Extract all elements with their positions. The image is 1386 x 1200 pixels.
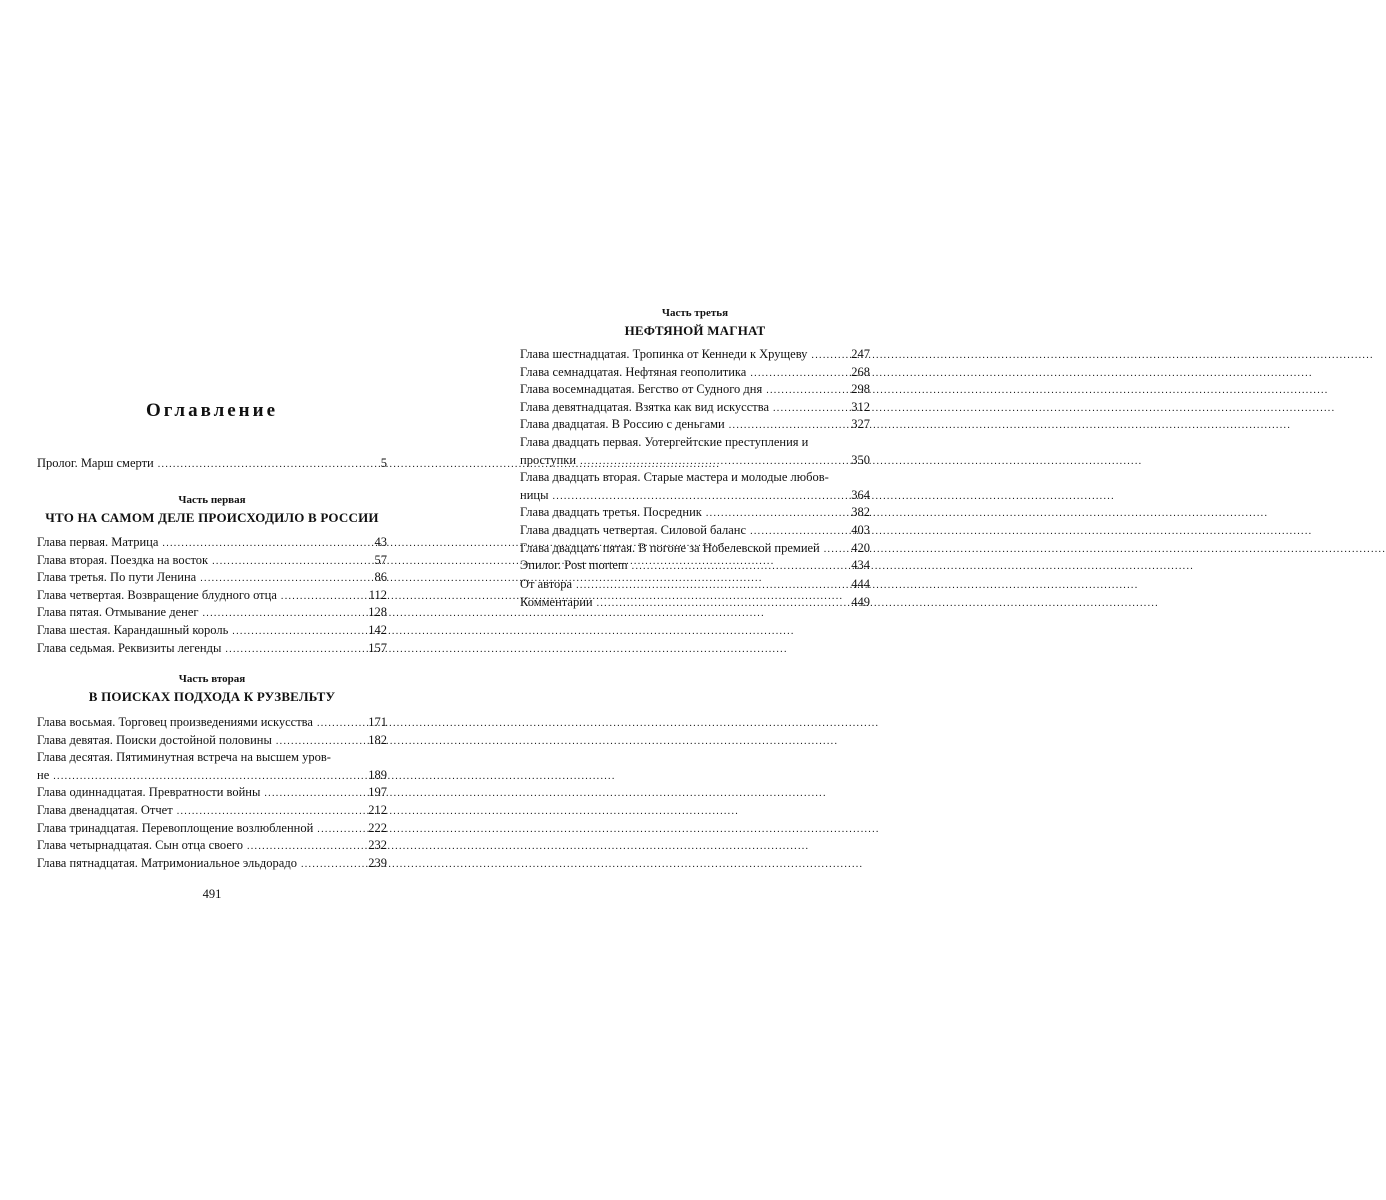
entry-title: Глава пятнадцатая. Матримониальное эльдорадо xyxy=(37,855,297,870)
entry-title: Эпилог. Post mortem xyxy=(520,558,628,573)
toc-entry[interactable] xyxy=(520,594,870,612)
entry-page: 403 xyxy=(851,522,870,537)
entry-title: Глава двадцать третья. Посредник xyxy=(520,505,702,520)
page-number: 491 xyxy=(202,887,222,901)
entry-page: 444 xyxy=(851,577,870,591)
toc-entry[interactable] xyxy=(37,587,387,605)
toc-entry-continuation[interactable] xyxy=(520,487,870,505)
entry-title-continuation: ницы xyxy=(520,487,549,502)
toc-entry[interactable] xyxy=(520,416,870,434)
entry-title: Глава семнадцатая. Нефтяная геополитика xyxy=(520,364,747,379)
toc-entry[interactable] xyxy=(37,604,387,622)
entry-page: 43 xyxy=(374,535,387,549)
entry-page: 247 xyxy=(851,347,870,361)
entry-page: 449 xyxy=(851,594,870,609)
part2-label: Часть вторая xyxy=(178,673,246,685)
back-matter-list xyxy=(520,576,870,611)
entry-page: 350 xyxy=(851,452,870,467)
entry-page: 5 xyxy=(380,456,387,470)
toc-entry[interactable] xyxy=(520,381,870,399)
toc-entry[interactable] xyxy=(520,469,870,487)
entry-title: Глава одиннадцатая. Превратности войны xyxy=(37,785,261,800)
toc-entry[interactable] xyxy=(37,534,387,552)
toc-entry[interactable] xyxy=(520,346,870,364)
entry-title-continuation: проступки xyxy=(520,452,577,467)
entry-title: Глава двадцать пятая. В погоне за Нобелевской премией xyxy=(520,540,820,555)
part3-chapter-list xyxy=(520,346,870,575)
entry-title: Глава тринадцатая. Перевоплощение возлюбленной xyxy=(37,820,314,835)
entry-page: 327 xyxy=(851,417,870,432)
entry-page: 182 xyxy=(368,732,387,747)
entry-title: От автора xyxy=(520,577,573,591)
entry-title: Глава восьмая. Торговец произведениями искусства xyxy=(37,715,313,729)
entry-title: Глава восемнадцатая. Бегство от Судного дня xyxy=(520,382,763,397)
entry-title: Глава четвертая. Возвращение блудного отца xyxy=(37,587,277,602)
entry-title: Глава первая. Матрица xyxy=(37,535,159,549)
entry-page: 86 xyxy=(374,570,387,585)
entry-page: 239 xyxy=(368,855,387,870)
part2-title: В ПОИСКАХ ПОДХОДА К РУЗВЕЛЬТУ xyxy=(88,689,336,704)
toc-entry[interactable] xyxy=(37,732,387,750)
entry-title: Глава двадцать четвертая. Силовой баланс xyxy=(520,522,747,537)
entry-page: 171 xyxy=(368,715,387,729)
entry-page: 382 xyxy=(851,505,870,520)
entry-title: Глава двенадцатая. Отчет xyxy=(37,802,173,817)
entry-page: 434 xyxy=(851,558,870,573)
entry-title: Глава двадцать вторая. Старые мастера и молодые любов- xyxy=(520,470,829,485)
entry-page: 57 xyxy=(374,552,387,567)
entry-title: Глава шестая. Карандашный король xyxy=(37,622,229,637)
toc-entry[interactable] xyxy=(520,364,870,382)
entry-title-continuation: не xyxy=(37,767,50,782)
entry-page: 420 xyxy=(851,540,870,555)
entry-title: Глава десятая. Пятиминутная встреча на высшем уров- xyxy=(37,750,331,765)
entry-title: Глава двадцать первая. Уотергейтские преступления и xyxy=(520,434,809,449)
entry-page: 364 xyxy=(851,487,870,502)
prologue-list xyxy=(37,455,387,473)
part1-title: ЧТО НА САМОМ ДЕЛЕ ПРОИСХОДИЛО В РОССИИ xyxy=(45,510,379,525)
toc-entry[interactable] xyxy=(520,434,870,452)
toc-entry[interactable] xyxy=(37,552,387,570)
entry-page: 268 xyxy=(851,364,870,379)
entry-page: 128 xyxy=(368,605,387,620)
entry-title: Глава вторая. Поездка на восток xyxy=(37,552,209,567)
entry-title: Глава девятая. Поиски достойной половины xyxy=(37,732,272,747)
part3-title: НЕФТЯНОЙ МАГНАТ xyxy=(624,323,766,338)
toc-entry-continuation[interactable] xyxy=(520,452,870,470)
entry-page: 298 xyxy=(851,382,870,397)
toc-entry[interactable] xyxy=(37,837,387,855)
toc-entry[interactable] xyxy=(520,557,870,575)
toc-entry[interactable] xyxy=(37,855,387,873)
part3-label: Часть третья xyxy=(661,307,729,319)
toc-entry[interactable] xyxy=(37,784,387,802)
entry-title: Глава пятая. Отмывание денег xyxy=(37,605,199,620)
toc-entry[interactable] xyxy=(520,540,870,558)
entry-title: Глава девятнадцатая. Взятка как вид искусства xyxy=(520,399,769,414)
entry-page: 312 xyxy=(851,399,870,414)
entry-title: Пролог. Марш смерти xyxy=(37,456,154,470)
toc-entry[interactable] xyxy=(37,820,387,838)
entry-page: 232 xyxy=(368,838,387,853)
toc-entry[interactable] xyxy=(37,749,387,767)
toc-entry[interactable] xyxy=(520,576,870,594)
part2-chapter-list xyxy=(37,714,387,872)
toc-entry[interactable] xyxy=(37,714,387,732)
entry-page: 112 xyxy=(368,587,387,602)
entry-page: 157 xyxy=(368,640,387,655)
toc-entry-prologue[interactable] xyxy=(37,455,387,473)
toc-title: Оглавление xyxy=(145,400,279,421)
entry-page: 189 xyxy=(368,767,387,782)
part1-chapter-list xyxy=(37,534,387,657)
toc-entry[interactable] xyxy=(37,569,387,587)
toc-entry[interactable] xyxy=(37,622,387,640)
toc-entry[interactable] xyxy=(520,399,870,417)
part1-label: Часть первая xyxy=(178,494,246,506)
toc-entry[interactable] xyxy=(520,504,870,522)
entry-title: Глава седьмая. Реквизиты легенды xyxy=(37,640,222,655)
entry-title: Глава третья. По пути Ленина xyxy=(37,570,197,585)
entry-page: 197 xyxy=(368,785,387,800)
entry-title: Глава четырнадцатая. Сын отца своего xyxy=(37,838,243,853)
toc-entry-continuation[interactable] xyxy=(37,767,387,785)
entry-page: 142 xyxy=(368,622,387,637)
toc-entry[interactable] xyxy=(520,522,870,540)
entry-title: Глава двадцатая. В Россию с деньгами xyxy=(520,417,725,432)
toc-entry[interactable] xyxy=(37,640,387,658)
entry-title: Комментарии xyxy=(520,594,593,609)
toc-entry[interactable] xyxy=(37,802,387,820)
entry-title: Глава шестнадцатая. Тропинка от Кеннеди к Хрущеву xyxy=(520,347,808,361)
entry-page: 212 xyxy=(368,802,387,817)
entry-page: 222 xyxy=(368,820,387,835)
